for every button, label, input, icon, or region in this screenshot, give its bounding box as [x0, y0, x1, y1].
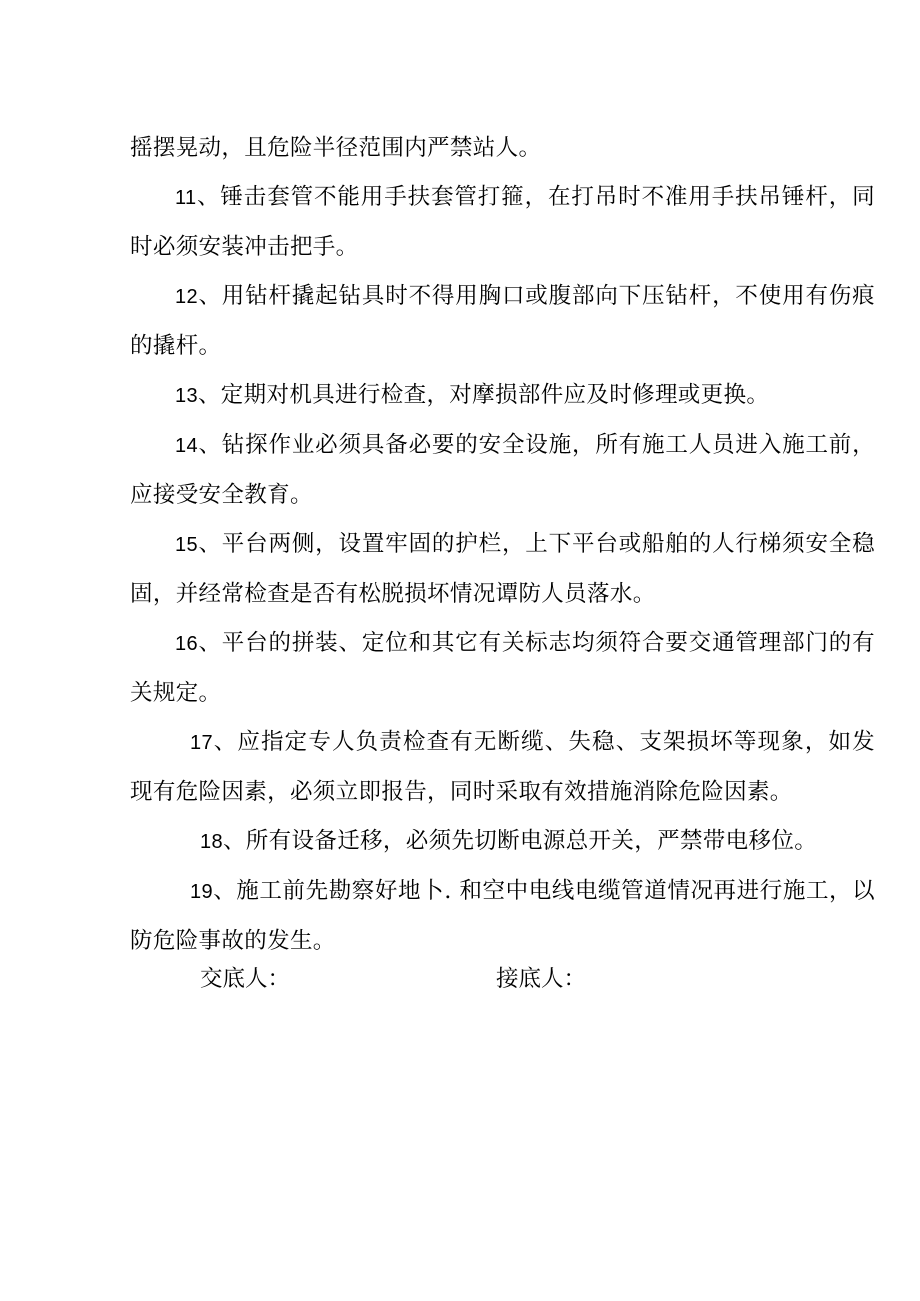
paragraph-item-12	[130, 272, 875, 371]
paragraph-continuation	[130, 124, 875, 173]
paragraph-text: 、所有设备迁移，必须先切断电源总开关，严禁带电移位。	[222, 828, 818, 854]
handover-signature-label: 交底人：	[200, 966, 291, 992]
paragraph-text: 、平台两侧，设置牢固的护栏，上下平台或船舶的人行梯须安全稳固，并经常检查是否有松脱损坏情况谭防人员落水。	[130, 531, 875, 607]
paragraph-item-11	[130, 173, 875, 272]
paragraph-text: 摇摆晃动，且危险半径范围内严禁站人。	[130, 135, 542, 161]
item-number: 19	[190, 881, 213, 903]
item-number: 14	[175, 435, 198, 457]
paragraph-item-14	[130, 421, 875, 520]
paragraph-text: 、应指定专人负责检查有无断缆、失稳、支架损坏等现象，如发现有危险因素，必须立即报告，同时采取有效措施消除危险因素。	[130, 729, 875, 805]
receiver-signature-label: 接底人：	[496, 966, 587, 992]
item-number: 11	[175, 187, 197, 209]
paragraph-item-17	[130, 718, 875, 817]
paragraph-text: 、平台的拼装、定位和其它有关标志均须符合要交通管理部门的有关规定。	[130, 630, 875, 706]
paragraph-item-13	[130, 371, 875, 421]
paragraph-item-15	[130, 520, 875, 619]
paragraph-item-18	[130, 817, 875, 867]
document-body	[130, 124, 875, 966]
paragraph-item-16	[130, 619, 875, 718]
paragraph-text: 、定期对机具进行检查，对摩损部件应及时修理或更换。	[197, 382, 770, 408]
item-number: 16	[175, 633, 198, 655]
item-number: 12	[175, 286, 198, 308]
paragraph-text: 、施工前先勘察好地卜. 和空中电线电缆管道情况再进行施工，以防危险事故的发生。	[130, 878, 875, 954]
signature-block	[200, 955, 800, 1005]
item-number: 18	[200, 831, 223, 853]
item-number: 15	[175, 534, 198, 556]
item-number: 17	[190, 732, 213, 754]
paragraph-item-19	[130, 867, 875, 966]
item-number: 13	[175, 385, 198, 407]
paragraph-text: 、锤击套管不能用手扶套管打箍，在打吊时不准用手扶吊锤杆，同时必须安装冲击把手。	[130, 184, 875, 260]
paragraph-text: 、用钻杆撬起钻具时不得用胸口或腹部向下压钻杆，不使用有伤痕的撬杆。	[130, 283, 875, 359]
paragraph-text: 、钻探作业必须具备必要的安全设施，所有施工人员进入施工前，应接受安全教育。	[130, 432, 875, 508]
